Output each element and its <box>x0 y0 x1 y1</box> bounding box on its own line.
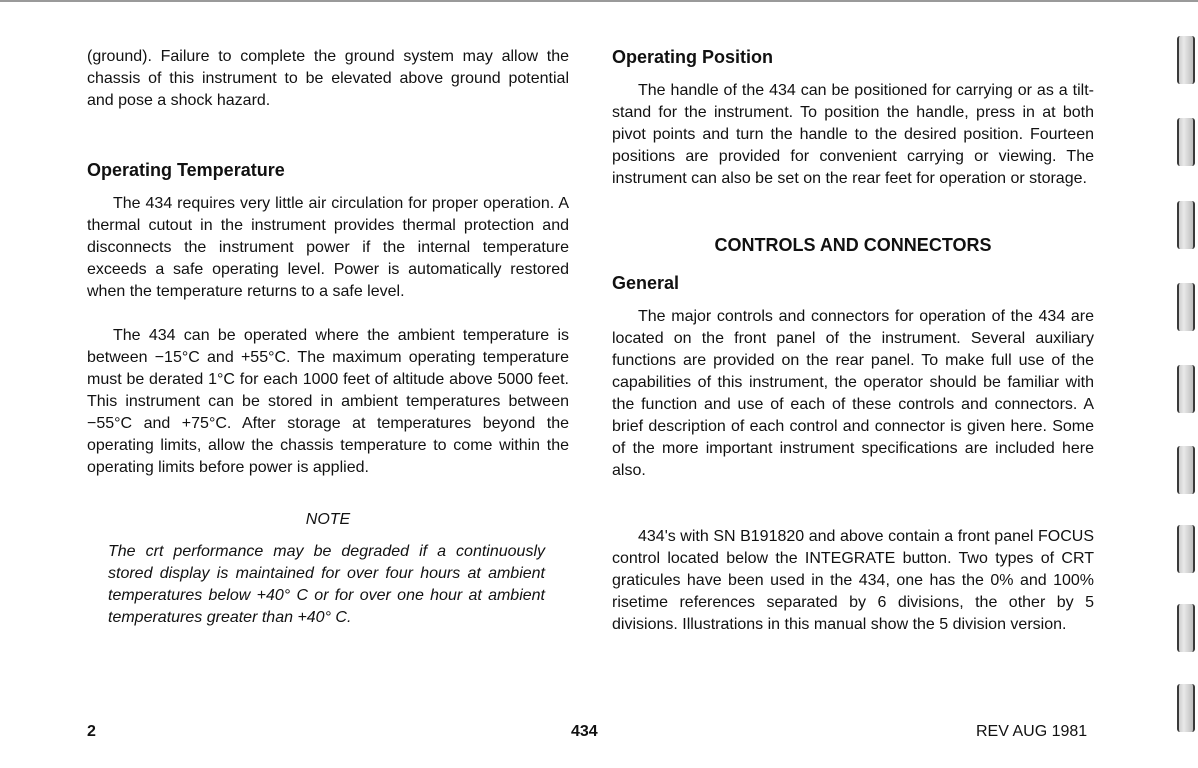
edge-tab <box>1177 525 1195 573</box>
controls-and-connectors-heading: CONTROLS AND CONNECTORS <box>714 235 992 255</box>
intro-paragraph: (ground). Failure to complete the ground system may allow the chassis of this instrument to be elevated above ground potential and pose a shock hazard. <box>87 48 569 109</box>
left-column <box>87 46 569 629</box>
note-title: NOTE <box>305 511 351 528</box>
edge-tab <box>1177 446 1195 494</box>
note-body: The crt performance may be degraded if a continuously stored display is maintained for over four hours at ambient temperatures below +40° C or for over one hour at ambient temperatures greater than +40° C. <box>108 543 545 626</box>
operating-temperature-paragraph-1: The 434 requires very little air circulation for proper operation. A thermal cutout in the instrument provides thermal protection and disconnects the instrument power if the internal temperature exceeds a safe operating level. Power is automatically restored when the temperature returns to a safe level. <box>87 195 569 300</box>
edge-tab <box>1177 283 1195 331</box>
right-column <box>612 46 1094 636</box>
page-edge-tabs <box>1171 0 1198 768</box>
general-paragraph-1: The major controls and connectors for operation of the 434 are located on the front panel of the instrument. Several auxiliary functions are provided on the rear panel. To make full use of the capabilities of this instrument, the operator should be familiar with the function and use of each of these controls and connectors. A brief description of each control and connector is given here. Some of the more important instrument specifications are included here also. <box>612 308 1094 479</box>
general-heading: General <box>612 273 680 293</box>
revision-date: REV AUG 1981 <box>976 723 1088 740</box>
edge-tab <box>1177 604 1195 652</box>
edge-tab <box>1177 36 1195 84</box>
model-number: 434 <box>571 723 598 740</box>
page-number: 2 <box>87 723 96 740</box>
operating-temperature-heading: Operating Temperature <box>87 160 285 180</box>
operating-temperature-paragraph-2: The 434 can be operated where the ambient temperature is between −15°C and +55°C. The maximum operating temperature must be derated 1°C for each 1000 feet of altitude above 5000 feet. This instrument can be stored in ambient temperatures between −55°C and +75°C. After storage at temperatures beyond the operating limits, allow the chassis temperature to come within the operating limits before power is applied. <box>87 327 569 476</box>
edge-tab <box>1177 365 1195 413</box>
general-paragraph-2: 434's with SN B191820 and above contain a front panel FOCUS control located below the INTEGRATE button. Two types of CRT graticules have been used in the 434, one has the 0% and 100% risetime references separated by 6 divisions, the other by 5 divisions. Illustrations in this manual show the 5 division version. <box>612 528 1094 633</box>
edge-tab <box>1177 201 1195 249</box>
top-rule <box>0 0 1198 2</box>
operating-position-paragraph: The handle of the 434 can be positioned for carrying or as a tilt-stand for the instrument. To position the handle, press in at both pivot points and turn the handle to the desired position. Fourteen positions are provided for convenient carrying or viewing. The instrument can also be set on the rear feet for operation or storage. <box>612 82 1094 187</box>
edge-tab <box>1177 118 1195 166</box>
operating-position-heading: Operating Position <box>612 47 774 67</box>
edge-tab <box>1177 684 1195 732</box>
